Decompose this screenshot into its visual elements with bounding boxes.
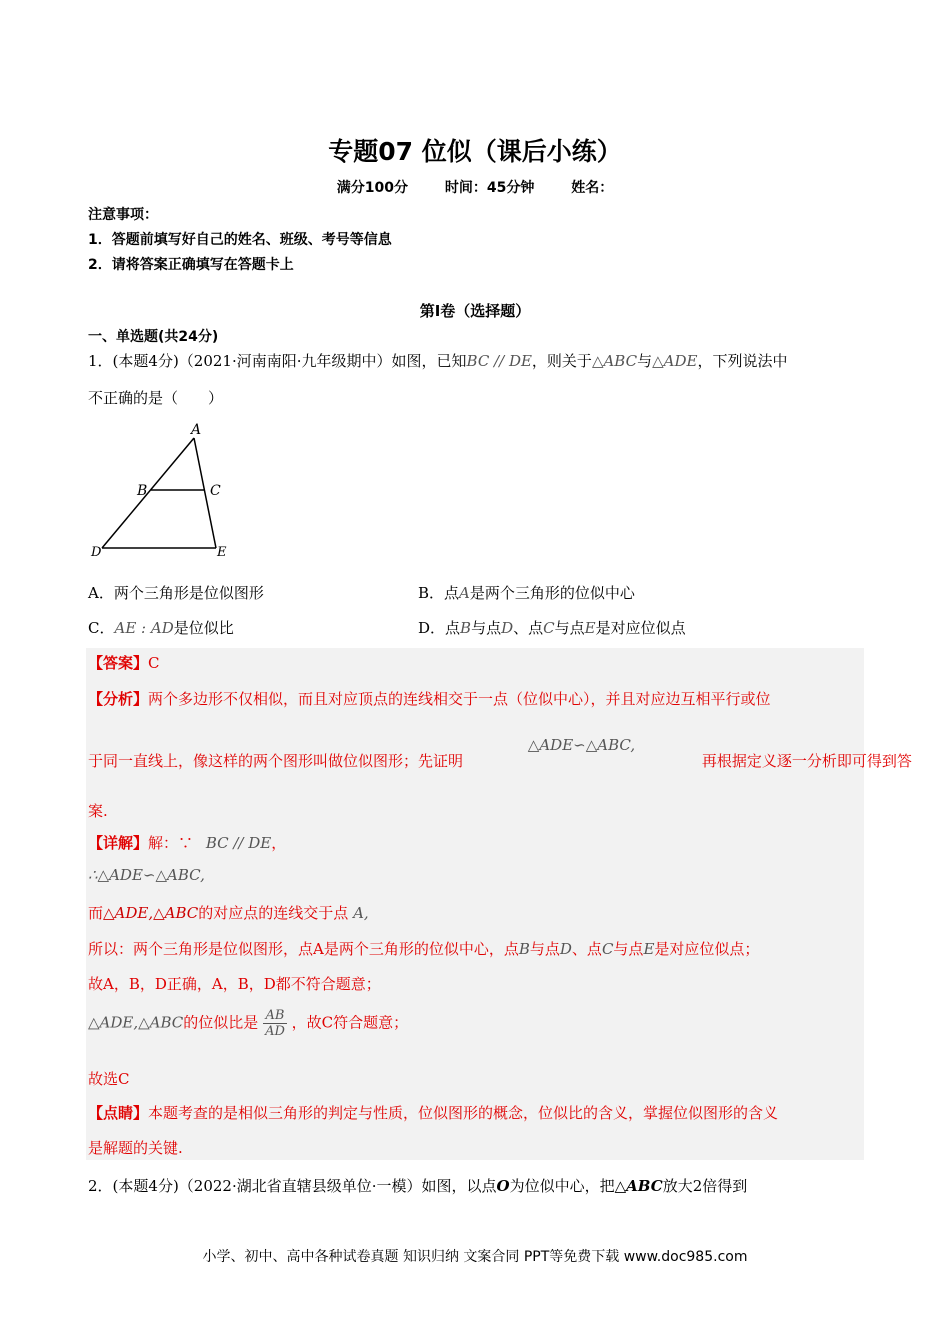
- option-b[interactable]: B．点A是两个三角形的位似中心: [418, 584, 635, 602]
- comment-line-2: 是解题的关键.: [88, 1139, 183, 1157]
- full-score: 满分100分: [336, 180, 408, 196]
- answer-value: C: [148, 654, 160, 672]
- analysis-line-1: 【分析】两个多边形不仅相似，而且对应顶点的连线相交于一点（位似中心），并且对应边互相平行或位: [88, 690, 771, 708]
- label-a: A: [191, 422, 202, 438]
- line-ad: [102, 438, 194, 548]
- section-title: 第I卷（选择题）: [419, 302, 531, 320]
- label-c: C: [210, 483, 221, 499]
- time-limit: 时间：45分钟: [444, 180, 535, 196]
- detail-line-2: ∴△ADE∽△ABC,: [88, 866, 205, 884]
- notes-item: 1．答题前填写好自己的姓名、班级、考号等信息: [88, 232, 392, 248]
- comment-line-1: 【点睛】本题考查的是相似三角形的判定与性质，位似图形的概念，位似比的含义，掌握位似图形的含义: [88, 1104, 779, 1122]
- notes-block: [88, 203, 392, 278]
- label-d: D: [91, 545, 102, 560]
- fraction-ab-ad: $\frac{AB}{AD}$: [265, 1008, 285, 1039]
- part-title: 一、单选题(共24分): [88, 329, 219, 345]
- option-d[interactable]: D．点B与点D、点C与点E是对应位似点: [418, 619, 686, 637]
- analysis-line-2: 于同一直线上，像这样的两个图形叫做位似图形；先证明 △ADE∽△ABC, 再根据定义逐一分析即可得到答: [88, 736, 912, 770]
- math-condition: BC // DE: [466, 352, 532, 370]
- notes-heading: 注意事项：: [88, 207, 158, 223]
- triangle-diagram: [88, 420, 248, 570]
- question-1-stem-line2: 不正确的是（ ）: [88, 389, 224, 407]
- math-triangle: △ADE: [652, 352, 698, 370]
- detail-line-5: 故A，B，D正确，A，B，D都不符合题意；: [88, 975, 381, 993]
- label-e: E: [217, 545, 227, 560]
- notes-item: 2．请将答案正确填写在答题卡上: [88, 257, 294, 273]
- detail-line-1: 【详解】解：∵ BC // DE，: [88, 834, 287, 852]
- detail-line-4: 所以：两个三角形是位似图形，点A是两个三角形的位似中心，点B与点D、点C与点E是对应位似点；: [88, 940, 760, 958]
- detail-line-6: △ADE,△ABC的位似比是 $\frac{AB}{AD}$ ，故C符合题意；: [88, 1008, 409, 1039]
- option-c[interactable]: C．AE : AD是位似比: [88, 619, 234, 637]
- page-title: 专题07 位似（课后小练）: [328, 137, 622, 166]
- answer-line: 【答案】C: [88, 654, 160, 672]
- option-a[interactable]: A．两个三角形是位似图形: [88, 584, 264, 602]
- detail-line-3: 而△ADE,△ABC的对应点的连线交于点 A,: [88, 904, 369, 922]
- label-b: B: [137, 483, 148, 499]
- page-footer: 小学、初中、高中各种试卷真题 知识归纳 文案合同 PPT等免费下载 www.doc985.com: [202, 1249, 748, 1265]
- question-1-stem: 1．(本题4分)（2021·河南南阳·九年级期中）如图，已知BC // DE，则关于△ABC与△ADE，下列说法中: [88, 352, 788, 370]
- exam-meta: [0, 177, 950, 197]
- detail-line-7: 故选C: [88, 1070, 130, 1088]
- question-2-stem: 2．(本题4分)（2022·湖北省直辖县级单位·一模）如图，以点O为位似中心，把△ABC放大2倍得到: [88, 1177, 748, 1195]
- math-triangle: △ABC: [591, 352, 638, 370]
- analysis-line-3: 案.: [88, 802, 108, 820]
- question-1-figure: [88, 420, 248, 574]
- name-field-label: 姓名：: [571, 180, 614, 196]
